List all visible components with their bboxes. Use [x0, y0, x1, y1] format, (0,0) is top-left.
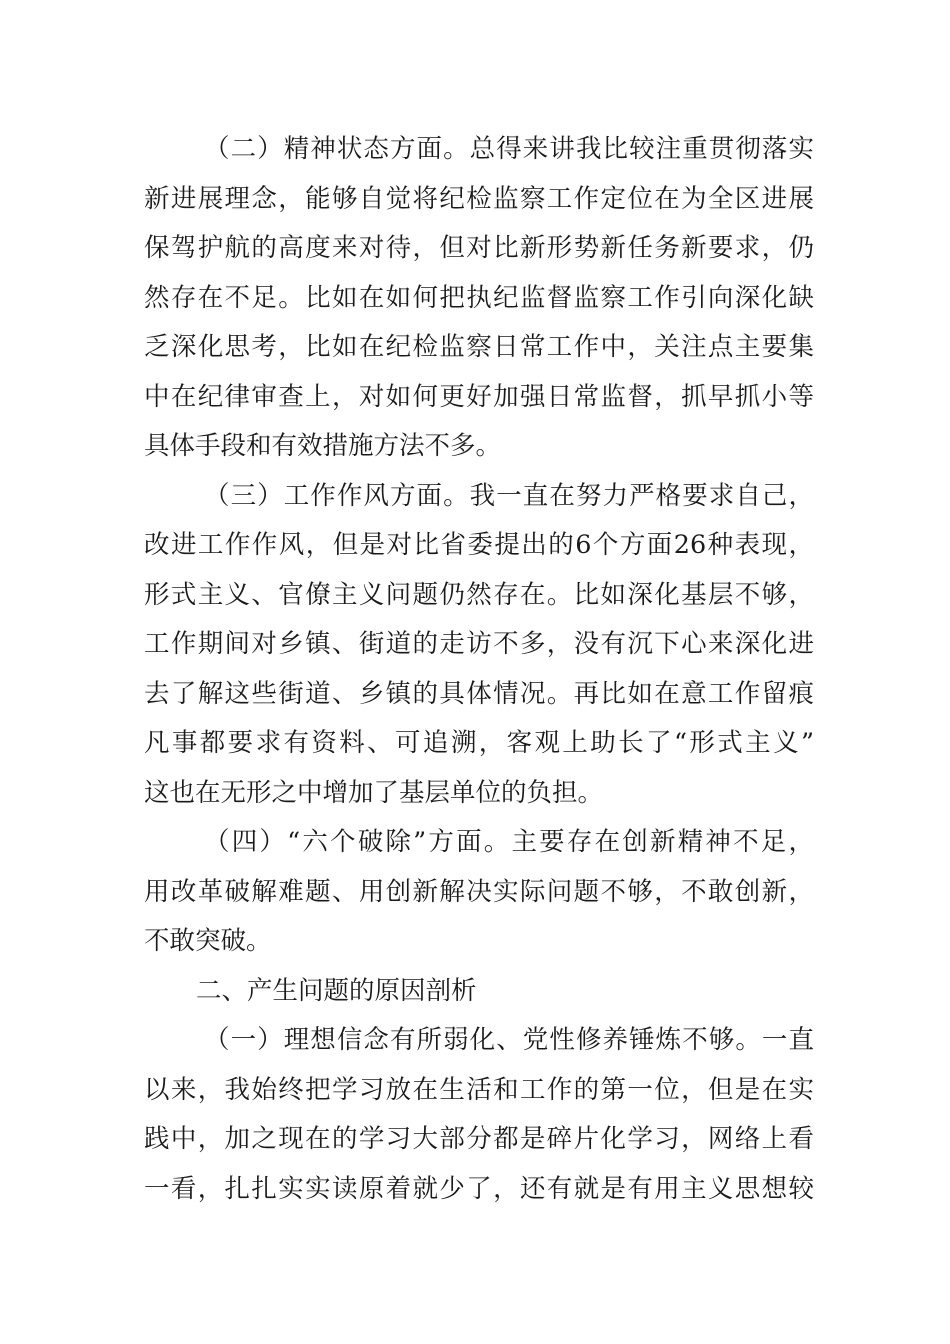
paragraph-line: （二）精神状态方面。总得来讲我比较注重贯彻落实 — [204, 134, 814, 164]
paragraph-line: （一）理想信念有所弱化、党性修养锤炼不够。一直 — [204, 1025, 814, 1055]
paragraph — [144, 472, 814, 819]
paragraph-line: 用改革破解难题、用创新解决实际问题不够，不敢创新， — [144, 876, 814, 907]
paragraph-line: 乏深化思考，比如在纪检监察日常工作中，关注点主要集 — [144, 332, 814, 362]
section-heading: 二、产生问题的原因剖析 — [196, 975, 477, 1006]
paragraph-line: 新进展理念，能够自觉将纪检监察工作定位在为全区进展 — [144, 183, 814, 214]
paragraph-line: 具体手段和有效措施方法不多。 — [144, 431, 502, 461]
paragraph-line: （四）“六个破除”方面。主要存在创新精神不足， — [204, 827, 814, 857]
paragraph — [144, 125, 814, 472]
paragraph-line: 保驾护航的高度来对待，但对比新形势新任务新要求，仍 — [144, 233, 814, 263]
paragraph-line: 形式主义、官僚主义问题仍然存在。比如深化基层不够， — [144, 579, 814, 610]
paragraph-line: 凡事都要求有资料、可追溯，客观上助长了“形式主义” — [144, 728, 814, 758]
paragraph — [144, 818, 814, 967]
paragraph-line: 中在纪律审查上，对如何更好加强日常监督，抓早抓小等 — [144, 381, 814, 412]
paragraph-line: （三）工作作风方面。我一直在努力严格要求自己， — [204, 480, 814, 511]
paragraph-line: 不敢突破。 — [144, 926, 272, 956]
paragraph-line: 改进工作作风，但是对比省委提出的6个方面26种表现， — [144, 530, 814, 560]
paragraph-line: 然存在不足。比如在如何把执纪监督监察工作引向深化缺 — [144, 282, 814, 313]
document-body — [144, 125, 814, 1214]
paragraph-line: 一看，扎扎实实读原着就少了，还有就是有用主义思想较 — [144, 1173, 814, 1204]
paragraph-line: 以来，我始终把学习放在生活和工作的第一位，但是在实 — [144, 1074, 814, 1105]
paragraph-line: 工作期间对乡镇、街道的走访不多，没有沉下心来深化进 — [144, 629, 814, 659]
paragraph-line: 去了解这些街道、乡镇的具体情况。再比如在意工作留痕 — [144, 678, 814, 709]
paragraph-line: 这也在无形之中增加了基层单位的负担。 — [144, 777, 604, 808]
paragraph — [144, 1016, 814, 1214]
paragraph-line: 践中，加之现在的学习大部分都是碎片化学习，网络上看 — [144, 1124, 814, 1154]
